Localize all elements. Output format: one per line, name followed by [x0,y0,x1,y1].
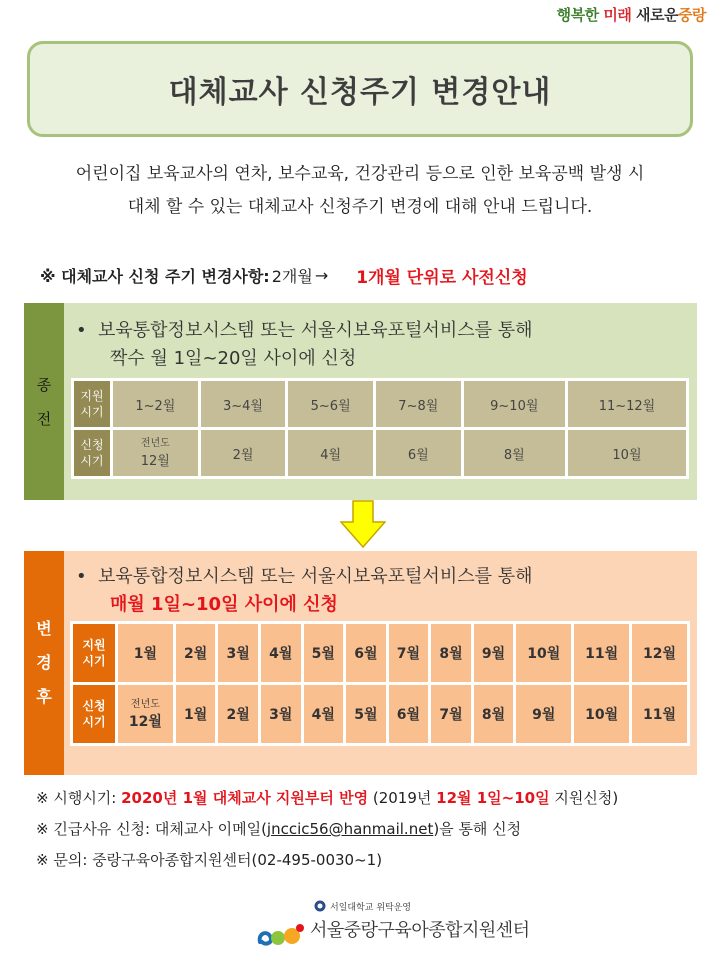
table-cell: 10월 [568,430,686,476]
after-body [64,551,697,775]
table-cell: 9월 [516,685,571,743]
note-contact: ※ 문의: 중랑구육아종합지원센터(02-495-0030~1) [36,851,383,869]
university-seal-icon [314,900,326,912]
table-cell: 10월 [516,624,571,682]
table-cell: 6월 [346,624,386,682]
slogan-part1: 행복한 [556,6,604,24]
slogan-part2: 미래 [603,6,637,24]
table-cell: 5월 [304,624,344,682]
table-cell: 전년도 12월 [113,430,198,476]
before-label [24,303,64,500]
table-cell: 9월 [474,624,514,682]
table-cell: 3월 [261,685,301,743]
note-emergency: ※ 긴급사유 신청: 대체교사 이메일(jnccic56@hanmail.net)을 통해 신청 [36,820,522,838]
change-label: ※ 대체교사 신청 주기 변경사항: [40,267,270,286]
table-cell: 3월 [218,624,258,682]
table-row [74,381,686,427]
change-new: 1개월 단위로 사전신청 [356,268,528,288]
row-header: 신청 시기 [74,430,110,476]
before-body [64,303,697,500]
row-header: 지원 시기 [74,381,110,427]
table-cell: 12월 [632,624,687,682]
table-cell: 8월 [474,685,514,743]
footer-center-name: 서울중랑구육아종합지원센터 [310,920,530,941]
before-table [71,378,689,479]
table-row [73,685,687,743]
before-section [24,303,697,500]
table-row [73,624,687,682]
slogan-part3: 새로운 [636,6,679,24]
table-cell: 9~10월 [464,381,565,427]
before-label-char: 전 [36,409,52,428]
table-cell: 11~12월 [568,381,686,427]
table-cell: 5월 [346,685,386,743]
table-cell: 6월 [376,430,461,476]
title-box [27,41,693,137]
intro-text [0,158,720,224]
table-row [74,430,686,476]
table-cell: 7~8월 [376,381,461,427]
after-bullet: • 보육통합정보시스템 또는 서울시보육포털서비스를 통해 매월 1일~10일 사이에 신청 [76,563,532,619]
before-bullet-line2: 짝수 월 1일~20일 사이에 신청 [110,348,357,369]
table-cell: 5~6월 [288,381,373,427]
after-bullet-line2: 매월 1일~10일 사이에 신청 [110,594,338,615]
table-cell: 7월 [431,685,471,743]
after-section [24,551,697,775]
down-arrow-icon [340,500,386,548]
before-label-char: 종 [36,375,52,394]
before-bullet: • 보육통합정보시스템 또는 서울시보육포털서비스를 통해 짝수 월 1일~20일 사이에 신청 [76,317,532,373]
before-bullet-line1: 보육통합정보시스템 또는 서울시보육포털서비스를 통해 [98,320,533,341]
table-cell: 4월 [261,624,301,682]
change-old: 2개월 [271,267,313,286]
intro-line1: 어린이집 보육교사의 연차, 보수교육, 건강관리 등으로 인한 보육공백 발생 시 [75,164,645,184]
table-cell: 1~2월 [113,381,198,427]
email-link[interactable]: jnccic56@hanmail.net [266,820,434,838]
intro-line2: 대체 할 수 있는 대체교사 신청주기 변경에 대해 안내 드립니다. [127,197,593,217]
table-cell: 11월 [574,624,629,682]
after-label [24,551,64,775]
after-label-char: 후 [36,687,52,706]
after-label-char: 경 [36,653,52,672]
table-cell: 2월 [176,624,216,682]
table-cell: 7월 [389,624,429,682]
center-logo-icon [256,916,306,948]
table-cell: 6월 [389,685,429,743]
footer-sub: 서일대학교 위탁운영 [330,903,412,913]
change-arrow: → [314,266,329,285]
table-cell: 1월 [118,624,173,682]
table-cell: 4월 [304,685,344,743]
table-cell: 10월 [574,685,629,743]
note-effective-date: ※ 시행시기: 2020년 1월 대체교사 지원부터 반영 (2019년 12월 1일~10일 지원신청) [36,789,619,807]
table-cell: 4월 [288,430,373,476]
table-cell: 1월 [176,685,216,743]
slogan-part4: 중랑 [678,6,706,24]
slogan [557,4,706,25]
table-cell: 2월 [201,430,286,476]
table-cell: 8월 [431,624,471,682]
after-label-char: 변 [36,619,52,638]
table-cell: 2월 [218,685,258,743]
row-header: 신청 시기 [73,685,115,743]
row-header: 지원 시기 [73,624,115,682]
page-title: 대체교사 신청주기 변경안내 [168,75,552,110]
footer [250,898,550,952]
table-cell: 3~4월 [201,381,286,427]
table-cell: 8월 [464,430,565,476]
notes [36,783,618,876]
table-cell: 전년도 12월 [118,685,173,743]
table-cell: 11월 [632,685,687,743]
change-summary [40,263,700,288]
after-bullet-line1: 보육통합정보시스템 또는 서울시보육포털서비스를 통해 [98,566,533,587]
after-table [70,621,690,746]
